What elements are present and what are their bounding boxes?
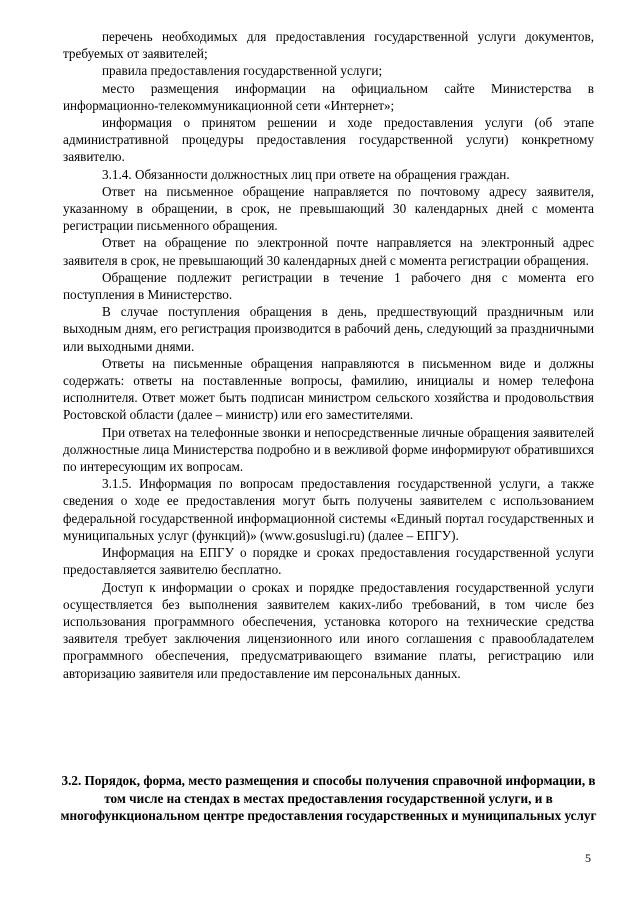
paragraph-service-rules: правила предоставления государственной услуги; bbox=[102, 63, 383, 79]
paragraph-holiday-registration: В случае поступления обращения в день, предшествующий праздничным или выходным дням, его регистрация производится в рабочий день, следующий за праздничными или выходными днями. bbox=[63, 304, 594, 354]
paragraph-postal-reply: Ответ на письменное обращение направляется по почтовому адресу заявителя, указанному в обращении, в срок, не превышающий 30 календарных дней с момента регистрации письменного обращения. bbox=[63, 183, 594, 234]
paragraph-access-conditions: Доступ к информации о сроках и порядке предоставления государственной услуги осуществляется без выполнения заявителем каких-либо требований, в том числе без использования программного обеспечения, установка которого на технические средства заявителя требует заключения лицензионного или иного соглашения с правообладателем программного обеспечения, предусматривающего взимание платы, регистрацию или авторизацию заявителя или предоставление им персональных данных. bbox=[63, 579, 594, 681]
paragraph-3-1-4: 3.1.4. Обязанности должностных лиц при ответе на обращения граждан. bbox=[102, 166, 510, 182]
section-heading-3-2: 3.2. Порядок, форма, место размещения и способы получения справочной информации, в том числе на стендах в местах предоставления государственной услуги, и в многофункциональном центре предоставления государственных и муниципальных услуг bbox=[60, 773, 597, 824]
paragraph-email-reply: Ответ на обращение по электронной почте направляется на электронный адрес заявителя в срок, не превышающий 30 календарных дней с момента регистрации обращения. bbox=[63, 235, 594, 268]
paragraph-3-1-5: 3.1.5. Информация по вопросам предоставления государственной услуги, а также сведения о ходе ее предоставления могут быть получены заявителем с использованием федеральной государственной информационной системы «Единый портал государственных и муниципальных услуг (функций)» (www.gosuslugi.ru) (далее – ЕПГУ). bbox=[63, 476, 594, 543]
paragraph-documents-list: перечень необходимых для предоставления государственной услуги документов, требуемых от заявителей; bbox=[63, 29, 594, 62]
paragraph-website-info: место размещения информации на официальном сайте Министерства в информационно-телекоммуникационной сети «Интернет»; bbox=[63, 80, 594, 113]
paragraph-decision-info: информация о принятом решении и ходе предоставления услуги (об этапе административной процедуры предоставления государственной услуги) конкретному заявителю. bbox=[63, 115, 594, 165]
paragraph-phone-calls: При ответах на телефонные звонки и непосредственные личные обращения заявителей должностные лица Министерства подробно и в вежливой форме информируют обратившихся по интересующим их вопросам. bbox=[63, 424, 594, 475]
paragraph-epgu-free: Информация на ЕПГУ о порядке и сроках предоставления государственной услуги предоставляется заявителю бесплатно. bbox=[63, 545, 594, 578]
body-text bbox=[63, 28, 594, 682]
paragraph-registration: Обращение подлежит регистрации в течение 1 рабочего дня с момента его поступления в Министерство. bbox=[63, 269, 594, 303]
paragraph-written-replies: Ответы на письменные обращения направляются в письменном виде и должны содержать: ответы на поставленные вопросы, фамилию, инициалы и номер телефона исполнителя. Ответ может быть подписан министром сельского хозяйства и продовольствия Ростовской области (далее – министр) или его заместителями. bbox=[63, 355, 594, 423]
page-number: 5 bbox=[585, 851, 591, 865]
